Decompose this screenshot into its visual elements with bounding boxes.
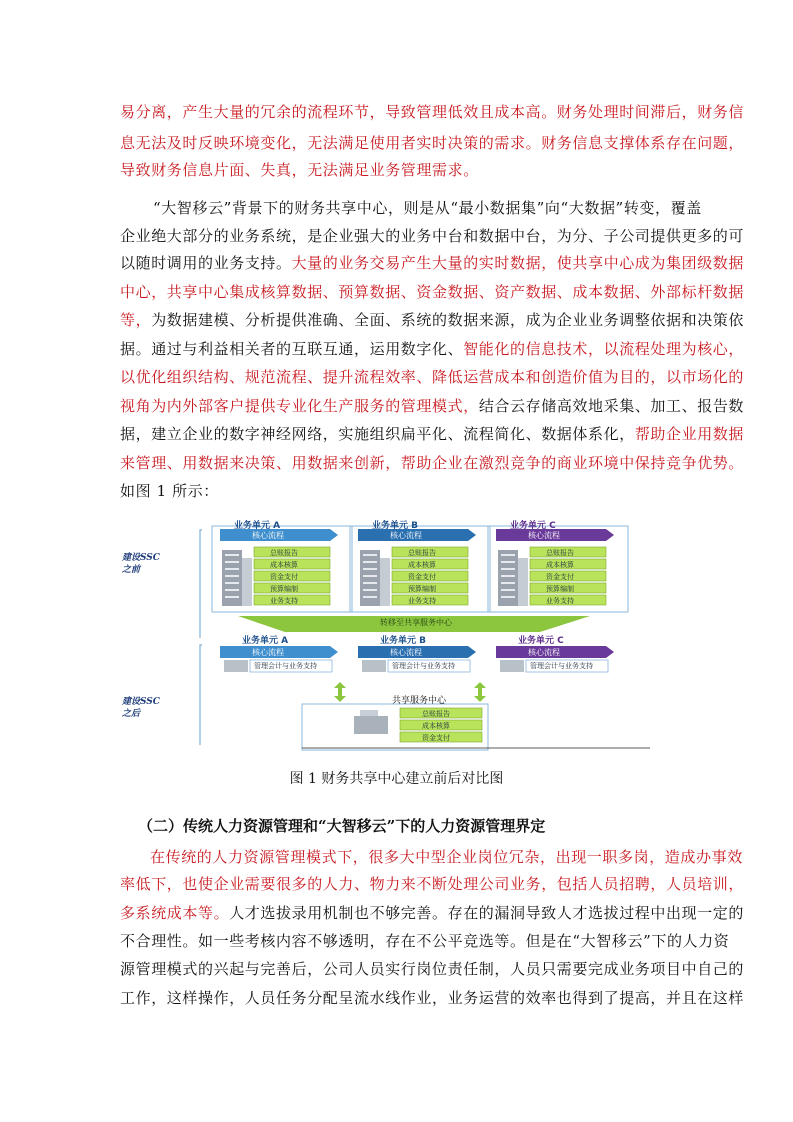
building-window	[363, 575, 377, 577]
text-run: 结合云存储高效地采集、加工、报告数	[478, 397, 745, 415]
core-flow-label: 核心流程	[390, 648, 422, 657]
building-icon	[242, 558, 252, 606]
process-item-label: 预算编制	[546, 585, 574, 593]
unit-name-after: 业务单元 B	[380, 636, 426, 646]
building-window	[501, 568, 515, 570]
building-window	[501, 554, 515, 556]
text-run: 大量的业务交易产生大量的实时数据，使共享中心成为集团级数据	[291, 254, 745, 272]
text-run: 易分离，产生大量的冗余的流程环节，导致管理低效且成本高。财务处理时间滞后，财务信	[120, 103, 745, 121]
paragraph2-line	[120, 283, 744, 301]
text-run: 智能化的信息技术，以流程处理为核心，	[463, 340, 745, 358]
paragraph3-line	[120, 904, 744, 922]
building-window	[363, 561, 377, 563]
process-item-label: 总账报告	[408, 549, 436, 557]
building-window	[501, 596, 515, 598]
unit-name-after: 业务单元 C	[518, 636, 564, 646]
process-item-label: 管理会计与业务支持	[392, 662, 455, 670]
building-window	[363, 568, 377, 570]
building-window	[225, 575, 239, 577]
building-icon	[360, 710, 378, 716]
building-window	[225, 561, 239, 563]
paragraph2-line	[120, 227, 744, 245]
text-run: 为数据建模、分析提供准确、全面、系统的数据来源，成为企业业务调整依据和决策依	[151, 311, 745, 329]
process-item-label: 管理会计与业务支持	[254, 662, 317, 670]
building-window	[363, 554, 377, 556]
text-run: 视角为内外部客户提供专业化生产服务的管理模式，	[120, 397, 479, 415]
text-run: 据，建立企业的数字神经网络，实施组织扁平化、流程简化、数据体系化，	[120, 425, 635, 443]
section-heading: （二）传统人力资源管理和“大智移云”下的人力资源管理界定	[138, 817, 546, 835]
process-item-label: 成本核算	[422, 722, 450, 730]
process-item-label: 业务支持	[408, 597, 436, 605]
text-run: 以优化组织结构、规范流程、提升流程效率、降低运营成本和创造价值为目的，以市场化的	[120, 368, 745, 386]
process-item-label: 预算编制	[408, 585, 436, 593]
after-ssc-label: 建设SSC 之后	[122, 697, 160, 719]
before-ssc-label: 建设SSC 之前	[122, 553, 160, 575]
text-run: 等，	[120, 311, 152, 329]
process-item-label: 预算编制	[270, 585, 298, 593]
paragraph3-line	[120, 960, 744, 978]
paragraph3-line	[150, 848, 743, 866]
building-window	[225, 596, 239, 598]
process-item-label: 业务支持	[546, 597, 574, 605]
process-item-label: 资金支付	[270, 573, 298, 581]
building-window	[501, 575, 515, 577]
building-icon	[354, 716, 388, 734]
building-window	[225, 568, 239, 570]
paragraph3-line	[120, 932, 729, 950]
shared-center-title: 共享服务中心	[392, 696, 447, 706]
building-window	[501, 589, 515, 591]
unit-name-after: 业务单元 A	[242, 636, 289, 646]
process-item-label: 成本核算	[270, 561, 298, 569]
paragraph1-line	[120, 103, 744, 121]
text-run: 导致财务信息片面、失真，无法满足业务管理需求。	[120, 161, 479, 179]
text-run: “大智移云”背景下的财务共享中心，则是从“最小数据集”向“大数据”转变，覆盖	[153, 199, 702, 217]
paragraph2-line	[120, 482, 219, 500]
building-window	[363, 589, 377, 591]
text-run: 息无法及时反映环境变化，无法满足使用者实时决策的需求。财务信息支撑体系存在问题，	[120, 134, 745, 152]
sync-arrow-icon	[334, 682, 346, 702]
building-window	[363, 596, 377, 598]
unit-name-before: 业务单元 B	[372, 521, 418, 531]
paragraph2-line	[120, 254, 744, 272]
core-flow-label: 核心流程	[390, 531, 422, 540]
building-icon	[380, 558, 390, 606]
paragraph2-line	[120, 397, 744, 415]
paragraph1-line	[120, 161, 479, 179]
text-run: 工作，这样操作，人员任务分配呈流水线作业，业务运营的效率也得到了提高，并且在这样	[120, 989, 745, 1007]
building-window	[225, 554, 239, 556]
building-window	[363, 582, 377, 584]
paragraph2-line	[153, 199, 702, 217]
office-icon	[362, 660, 386, 672]
paragraph1-line	[120, 134, 744, 152]
building-icon	[518, 558, 528, 606]
paragraph2-line	[120, 340, 744, 358]
sync-arrow-icon	[474, 682, 486, 702]
building-window	[225, 589, 239, 591]
paragraph2-line	[120, 311, 744, 329]
figure-caption: 图 1 财务共享中心建立前后对比图	[289, 771, 504, 787]
text-run: 企业绝大部分的业务系统，是企业强大的业务中台和数据中台，为分、子公司提供更多的可	[120, 227, 745, 245]
bracket-after	[200, 645, 202, 745]
ssc-comparison-figure	[120, 520, 650, 754]
paragraph2-line	[120, 454, 744, 472]
text-run: 来管理、用数据来决策、用数据来创新，帮助企业在激烈竞争的商业环境中保持竞争优势。	[120, 454, 745, 472]
paragraph3-line	[120, 989, 744, 1007]
text-run: 不合理性。如一些考核内容不够透明，存在不公平竞选等。但是在“大智移云”下的人力资	[120, 932, 730, 950]
core-flow-label: 核心流程	[252, 648, 284, 657]
text-run: 以随时调用的业务支持。	[120, 254, 292, 272]
building-window	[501, 561, 515, 563]
process-item-label: 成本核算	[546, 561, 574, 569]
text-run: 如图 1 所示：	[120, 482, 219, 500]
core-flow-label: 核心流程	[252, 531, 284, 540]
text-run: 帮助企业用数据	[634, 425, 745, 443]
building-window	[225, 582, 239, 584]
process-item-label: 管理会计与业务支持	[530, 662, 593, 670]
building-window	[501, 582, 515, 584]
text-run: 中心，共享中心集成核算数据、预算数据、资金数据、资产数据、成本数据、外部标杆数据	[120, 283, 745, 301]
process-item-label: 总账报告	[422, 710, 450, 718]
process-item-label: 成本核算	[408, 561, 436, 569]
transfer-label: 转移至共享服务中心	[380, 618, 452, 627]
process-item-label: 总账报告	[270, 549, 298, 557]
text-run: 多系统成本等。	[120, 904, 230, 922]
process-item-label: 资金支付	[422, 734, 450, 742]
core-flow-label: 核心流程	[528, 648, 560, 657]
process-item-label: 资金支付	[408, 573, 436, 581]
office-icon	[500, 660, 524, 672]
text-run: 率低下，也使企业需要很多的人力、物力来不断处理公司业务，包括人员招聘，人员培训，	[120, 875, 745, 893]
process-item-label: 总账报告	[546, 549, 574, 557]
bracket-before	[200, 530, 202, 638]
process-item-label: 资金支付	[546, 573, 574, 581]
unit-name-before: 业务单元 C	[510, 521, 556, 531]
paragraph2-line	[120, 368, 744, 386]
office-icon	[224, 660, 248, 672]
text-run: 源管理模式的兴起与完善后，公司人员实行岗位责任制，人员只需要完成业务项目中自己的	[120, 960, 745, 978]
process-item-label: 业务支持	[270, 597, 298, 605]
text-run: 在传统的人力资源管理模式下，很多大中型企业岗位冗杂，出现一职多岗，造成办事效	[150, 848, 743, 866]
paragraph3-line	[120, 875, 744, 893]
text-run: 人才选拔录用机制也不够完善。存在的漏洞导致人才选拔过程中出现一定的	[229, 904, 745, 922]
text-run: 据。通过与利益相关者的互联互通，运用数字化、	[120, 340, 464, 358]
unit-name-before: 业务单元 A	[234, 521, 281, 531]
core-flow-label: 核心流程	[528, 531, 560, 540]
paragraph2-line	[120, 425, 744, 443]
